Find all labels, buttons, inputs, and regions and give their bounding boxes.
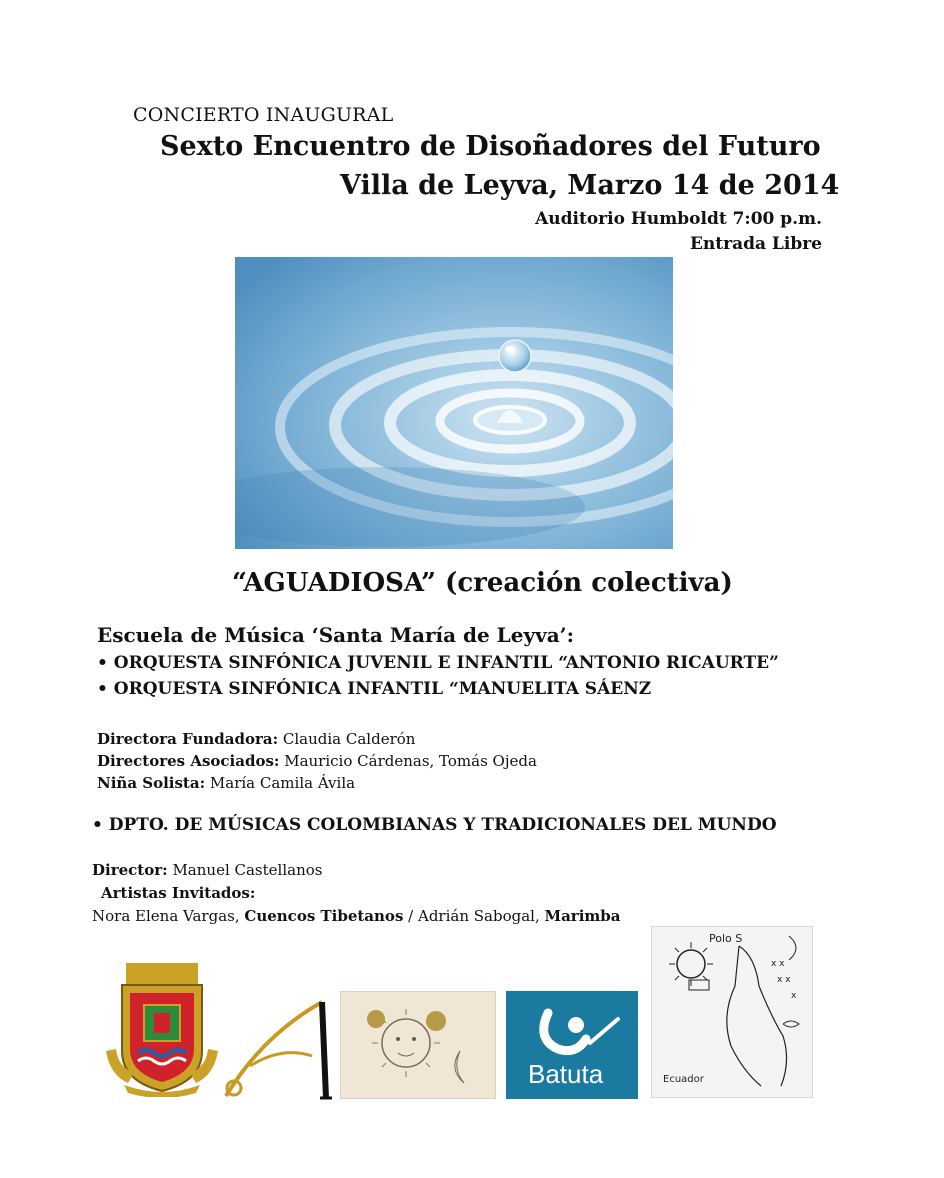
credit-value: María Camila Ávila <box>205 774 356 792</box>
event-venue-time: Auditorio Humboldt 7:00 p.m. <box>535 209 822 229</box>
musical-a-logo <box>222 996 334 1102</box>
event-admission: Entrada Libre <box>689 234 822 254</box>
department-director <box>92 861 322 879</box>
credit-value: Claudia Calderón <box>278 730 416 748</box>
credit-label: Directora Fundadora: <box>97 730 279 748</box>
svg-text:x: x <box>791 991 797 1001</box>
batuta-wordmark: Batuta <box>528 1059 604 1089</box>
coat-of-arms-logo <box>104 963 220 1097</box>
director-label: Director: <box>92 861 168 879</box>
credit-line <box>97 730 415 748</box>
batuta-logo <box>506 991 638 1099</box>
credit-line <box>97 752 537 770</box>
orchestra-item: • ORQUESTA SINFÓNICA INFANTIL “MANUELITA SÁENZ <box>97 679 652 699</box>
credit-value: Mauricio Cárdenas, Tomás Ojeda <box>279 752 537 770</box>
orchestra-item: • ORQUESTA SINFÓNICA JUVENIL E INFANTIL “ANTONIO RICAURTE” <box>97 653 779 673</box>
guest-artists-line <box>92 907 621 925</box>
guest1-name: Nora Elena Vargas, <box>92 907 245 925</box>
svg-text:x x: x x <box>777 975 791 985</box>
map-ecuador-label: Ecuador <box>663 1074 704 1085</box>
credit-label: Directores Asociados: <box>97 752 280 770</box>
water-drop-image <box>235 257 673 549</box>
credit-line <box>97 774 355 792</box>
hand-drawn-map <box>651 926 813 1098</box>
school-name: Escuela de Música ‘Santa María de Leyva’: <box>97 623 575 647</box>
svg-text:x x: x x <box>771 959 785 969</box>
credit-label: Niña Solista: <box>97 774 206 792</box>
guest-separator: / Adrián Sabogal, <box>403 907 545 925</box>
concert-kicker: CONCIERTO INAUGURAL <box>133 104 394 126</box>
guest1-instrument: Cuencos Tibetanos <box>244 907 404 925</box>
work-title: “AGUADIOSA” (creación colectiva) <box>232 568 733 598</box>
director-value: Manuel Castellanos <box>167 861 323 879</box>
event-place-date: Villa de Leyva, Marzo 14 de 2014 <box>340 170 840 201</box>
guest2-instrument: Marimba <box>544 907 621 925</box>
department-name: • DPTO. DE MÚSICAS COLOMBIANAS Y TRADICIONALES DEL MUNDO <box>92 815 777 835</box>
map-pole-label: Polo S <box>709 932 743 945</box>
guest-artists-label: Artistas Invitados: <box>101 884 256 902</box>
sun-moon-drawing <box>340 991 496 1099</box>
event-title: Sexto Encuentro de Disoñadores del Futuro <box>160 131 821 162</box>
